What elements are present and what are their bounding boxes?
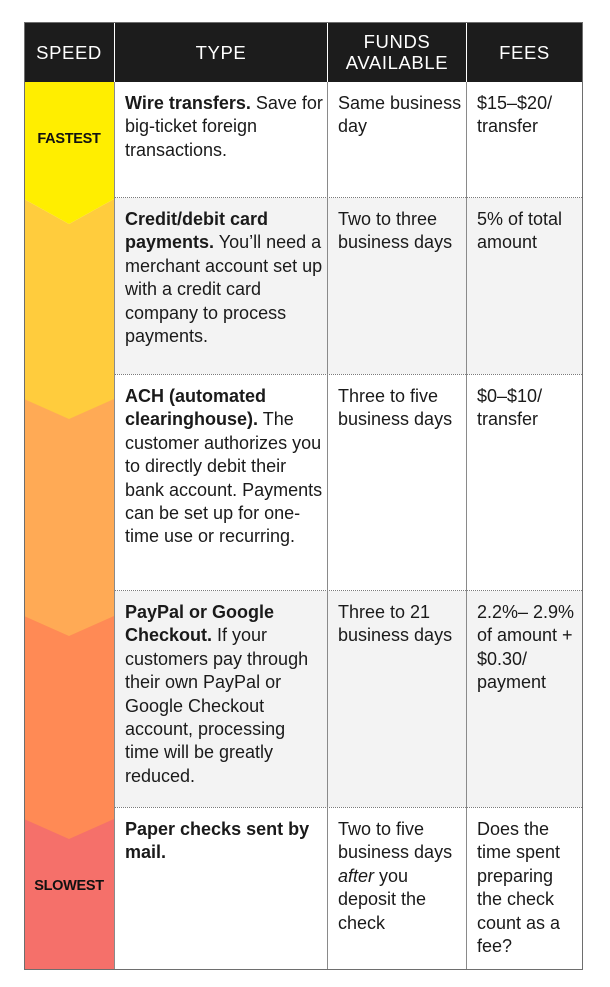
fees-cell: 5% of total amount [467,198,582,374]
speed-column [24,82,114,969]
header-type: TYPE [115,22,327,82]
funds-available-cell: Two to five business days after you deposit the check [328,808,466,969]
type-cell: Credit/debit card payments. You’ll need a merchant account set up with a credit card company to process payments. [115,198,327,374]
fees-cell: 2.2%– 2.9% of amount + $0.30/ payment [467,591,582,807]
header-fees: FEES [467,22,582,82]
row-divider [115,374,582,375]
fees-cell: $15–$20/ transfer [467,82,582,197]
table-row [115,591,582,807]
type-cell: Paper checks sent by mail. [115,808,327,969]
table-row [115,198,582,374]
funds-available-cell: Three to 21 business days [328,591,466,807]
row-divider [115,807,582,808]
fees-cell: Does the time spent preparing the check count as a fee? [467,808,582,969]
column-divider [327,82,328,969]
speed-label-slowest: SLOWEST [34,878,104,894]
speed-label-fastest: FASTEST [37,131,101,147]
type-cell: PayPal or Google Checkout. If your customers pay through their own PayPal or Google Checkout account, processing time will be greatly reduced. [115,591,327,807]
header-funds-available: FUNDS AVAILABLE [328,22,466,82]
funds-available-cell: Same business day [328,82,466,197]
payment-methods-table [24,22,582,969]
speed-band-4 [24,199,114,419]
funds-available-cell: Two to three business days [328,198,466,374]
column-divider [114,82,115,969]
table-row [115,375,582,590]
type-cell: ACH (automated clearinghouse). The customer authorizes you to directly debit their bank account. Payments can be set up for one-time use or recurring. [115,375,327,590]
column-divider [466,82,467,969]
row-divider [115,197,582,198]
fees-cell: $0–$10/ transfer [467,375,582,590]
table-row [115,82,582,197]
speed-arrow-bands [24,82,114,969]
table-row [115,808,582,969]
type-cell: Wire transfers. Save for big-ticket foreign transactions. [115,82,327,197]
speed-band-5 [24,82,114,224]
row-divider [115,590,582,591]
header-speed: SPEED [24,22,114,82]
funds-available-cell: Three to five business days [328,375,466,590]
